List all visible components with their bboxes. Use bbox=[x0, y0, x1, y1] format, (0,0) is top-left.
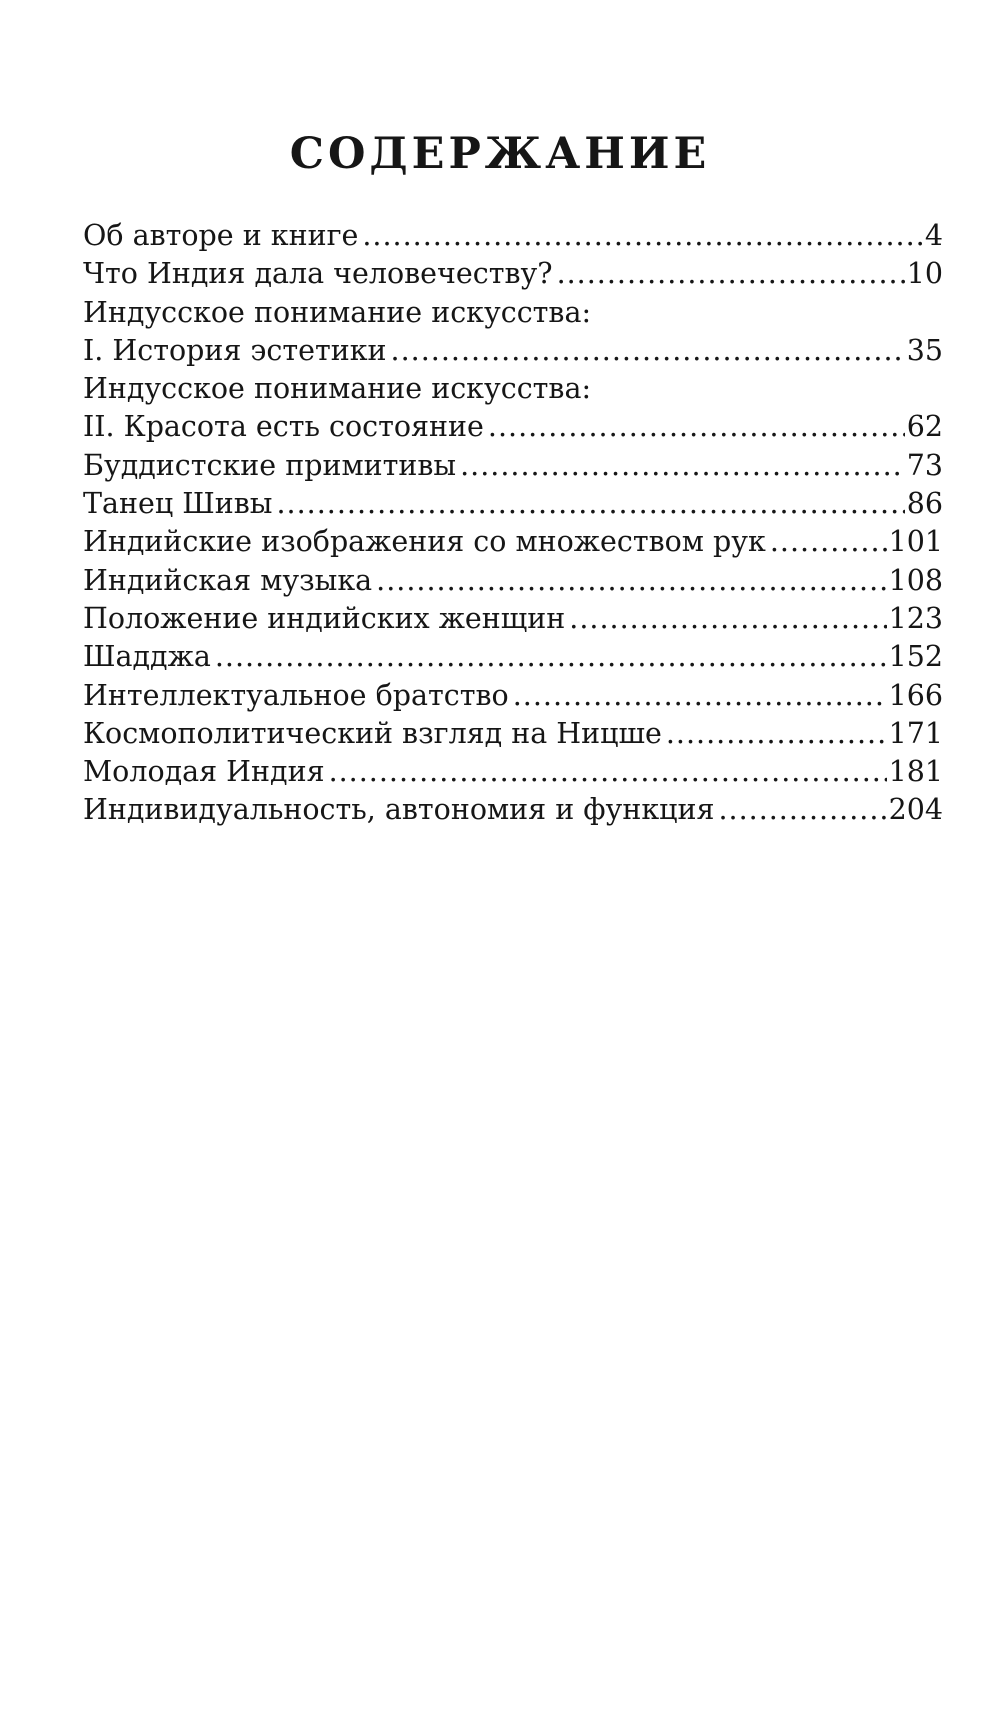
toc-section-heading bbox=[83, 294, 943, 332]
toc-entry-page: 166 bbox=[888, 678, 943, 712]
toc-entry bbox=[83, 791, 943, 829]
toc-entry-page: 181 bbox=[888, 755, 943, 789]
toc-leader-dots bbox=[277, 485, 905, 523]
toc-leader-dots bbox=[391, 332, 905, 370]
toc-entry-page: 10 bbox=[906, 257, 943, 291]
toc-entry-title: Положение индийских женщин bbox=[83, 601, 566, 635]
toc-entry-title: Молодая Индия bbox=[83, 755, 325, 789]
toc-entry-page: 4 bbox=[924, 219, 943, 252]
toc-entry-title: Танец Шивы bbox=[83, 487, 273, 521]
toc-entry-title: II. Красота есть состояние bbox=[83, 410, 484, 444]
toc-entry-page: 108 bbox=[888, 563, 943, 597]
toc-entry-page: 152 bbox=[888, 640, 943, 674]
toc-leader-dots bbox=[362, 217, 922, 255]
toc-entry bbox=[83, 447, 943, 485]
toc-entry-title: Об авторе и книге bbox=[83, 219, 359, 252]
toc-entry bbox=[83, 715, 943, 753]
toc-entry-page: 73 bbox=[906, 448, 943, 482]
toc-entry bbox=[83, 217, 943, 255]
toc-entry bbox=[83, 332, 943, 370]
toc-section-heading bbox=[83, 370, 943, 408]
toc-entry bbox=[83, 408, 943, 446]
toc-entry-page: 123 bbox=[888, 601, 943, 635]
toc-entry-title: Интеллектуальное братство bbox=[83, 678, 509, 712]
toc-leader-dots bbox=[215, 638, 887, 676]
toc-entry-title: Индийские изображения со множеством рук bbox=[83, 525, 766, 559]
toc-leader-dots bbox=[460, 447, 905, 485]
toc-entry bbox=[83, 562, 943, 600]
table-of-contents bbox=[83, 217, 943, 830]
toc-entry bbox=[83, 255, 943, 293]
toc-leader-dots bbox=[770, 523, 887, 561]
toc-entry bbox=[83, 638, 943, 676]
toc-entry-title: Шадджа bbox=[83, 640, 211, 674]
toc-entry-page: 62 bbox=[906, 410, 943, 444]
page-title: СОДЕРЖАНИЕ bbox=[289, 129, 711, 179]
toc-leader-dots bbox=[329, 753, 887, 791]
toc-entry bbox=[83, 485, 943, 523]
toc-entry-page: 204 bbox=[888, 793, 943, 827]
toc-entry-page: 171 bbox=[888, 716, 943, 750]
toc-entry-title: Что Индия дала человечеству? bbox=[83, 257, 553, 291]
toc-entry-page: 101 bbox=[888, 525, 943, 559]
toc-entry bbox=[83, 523, 943, 561]
toc-entry bbox=[83, 600, 943, 638]
toc-leader-dots bbox=[488, 408, 905, 446]
toc-leader-dots bbox=[569, 600, 886, 638]
toc-leader-dots bbox=[718, 791, 886, 829]
toc-entry-page: 86 bbox=[906, 487, 943, 521]
toc-leader-dots bbox=[513, 677, 887, 715]
toc-entry-title: Индийская музыка bbox=[83, 563, 373, 597]
toc-entry-title: I. История эстетики bbox=[83, 333, 387, 367]
toc-entry-page: 35 bbox=[906, 333, 943, 367]
toc-leader-dots bbox=[376, 562, 886, 600]
toc-entry bbox=[83, 753, 943, 791]
toc-entry-title: Космополитический взгляд на Ницше bbox=[83, 716, 662, 750]
toc-entry-title: Буддистские примитивы bbox=[83, 448, 457, 482]
toc-entry-title: Индивидуальность, автономия и функция bbox=[83, 793, 715, 827]
toc-leader-dots bbox=[557, 255, 905, 293]
toc-entry-title: Индусское понимание искусства: bbox=[83, 295, 592, 329]
toc-leader-dots bbox=[666, 715, 887, 753]
toc-entry-title: Индусское понимание искусства: bbox=[83, 372, 592, 406]
toc-entry bbox=[83, 677, 943, 715]
